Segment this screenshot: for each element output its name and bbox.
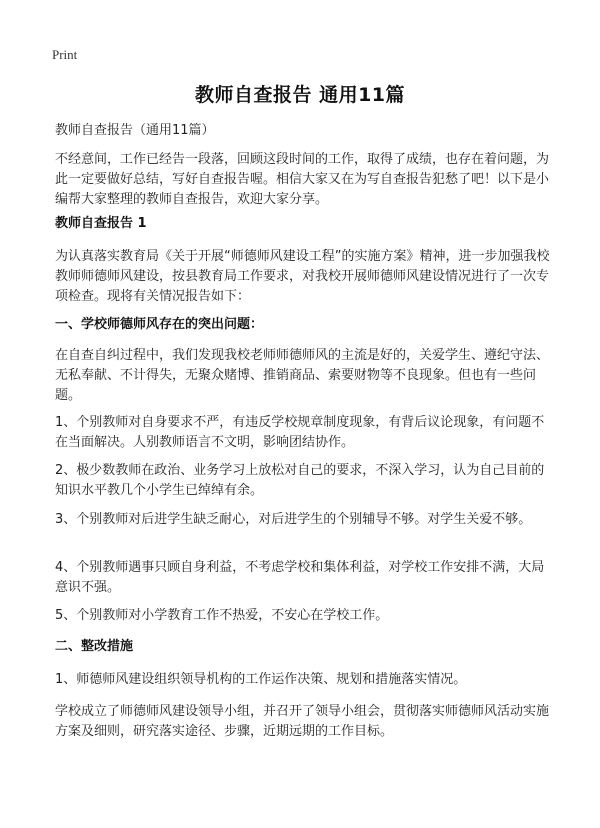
measure-item-1: 1、师德师风建设组织领导机构的工作运作决策、规划和措施落实情况。 — [55, 672, 467, 687]
section1-heading: 一、学校师德师风存在的突出问题： — [55, 317, 264, 332]
section1-intro-paragraph: 在自查自纠过程中，我们发现我校老师师德师风的主流是好的，关爱学生、遵纪守法、无私奉献、不计得失，无聚众赌博、推销商品、索要财物等不良现象。但也有一些问题。 — [55, 348, 550, 403]
issue-item-2: 2、极少数教师在政治、业务学习上放松对自己的要求，不深入学习，认为自己目前的知识水平教几个小学生已绰绰有余。 — [55, 463, 545, 498]
print-link[interactable]: Print — [52, 47, 78, 62]
report-intro-paragraph: 为认真落实教育局《关于开展“师德师风建设工程”的实施方案》精神，进一步加强我校教师师德师风建设，按县教育局工作要求，对我校开展师德师风建设情况进行了一次专项检查。现将有关情况报告如下： — [55, 249, 550, 304]
issue-item-3: 3、个别教师对后进学生缺乏耐心，对后进学生的个别辅导不够。对学生关爱不够。 — [55, 512, 532, 527]
page-title: 教师自查报告 通用11篇 — [194, 84, 406, 106]
issue-item-1: 1、个别教师对自身要求不严，有违反学校规章制度现象，有背后议论现象，有问题不在当面解决。人别教师语言不文明，影响团结协作。 — [55, 415, 545, 450]
measure-item-1-detail: 学校成立了师德师风建设领导小组，并召开了领导小组会，贯彻落实师德师风活动实施方案及细则，研究落实途径、步骤，近期远期的工作目标。 — [55, 704, 550, 739]
document-subtitle: 教师自查报告（通用11篇） — [55, 123, 215, 138]
report-heading: 教师自查报告 1 — [55, 216, 147, 231]
issue-item-5: 5、个别教师对小学教育工作不热爱，不安心在学校工作。 — [55, 608, 389, 623]
section2-heading: 二、整改措施 — [55, 639, 134, 654]
issue-item-4: 4、个别教师遇事只顾自身利益，不考虑学校和集体利益，对学校工作安排不满，大局意识不强。 — [55, 560, 545, 595]
intro-paragraph: 不经意间，工作已经告一段落，回顾这段时间的工作，取得了成绩，也存在着问题，为此一定要做好总结，写好自查报告喔。相信大家又在为写自查报告犯愁了吧！以下是小编帮大家整理的教师自查报告，欢迎大家分享。 — [55, 152, 550, 207]
